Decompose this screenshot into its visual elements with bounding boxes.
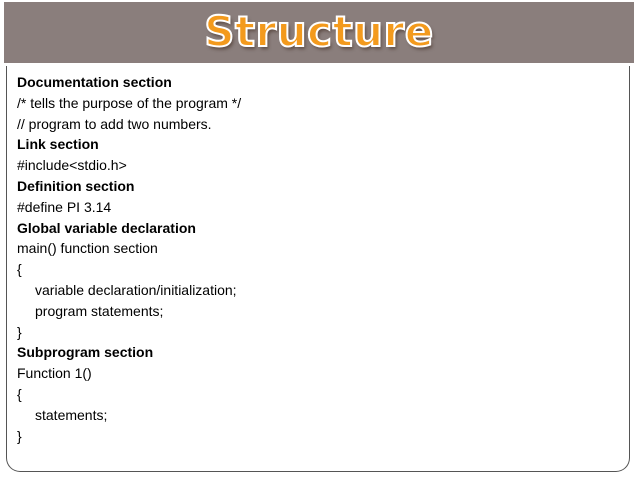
line-global-heading: Global variable declaration	[17, 219, 196, 236]
line-subprogram-heading: Subprogram section	[17, 344, 154, 361]
line-comment-purpose: /* tells the purpose of the program */	[17, 94, 242, 111]
line-var-decl: variable declaration/initialization;	[35, 281, 237, 298]
line-open-brace-2: {	[17, 385, 22, 402]
slide-title: Structure	[204, 7, 434, 56]
line-include: #include<stdio.h>	[17, 157, 127, 174]
title-bar	[4, 2, 634, 63]
line-link-heading: Link section	[17, 136, 99, 153]
line-program-statements: program statements;	[35, 302, 164, 319]
line-documentation-heading: Documentation section	[17, 74, 172, 90]
structure-lines	[17, 72, 241, 446]
line-comment-add: // program to add two numbers.	[17, 115, 212, 132]
line-main-section: main() function section	[17, 240, 158, 257]
line-function1: Function 1()	[17, 365, 92, 382]
line-definition-heading: Definition section	[17, 177, 135, 194]
line-define: #define PI 3.14	[17, 198, 112, 215]
line-close-brace-2: }	[17, 427, 22, 444]
line-close-brace: }	[17, 323, 22, 340]
line-open-brace: {	[17, 261, 22, 278]
line-statements: statements;	[35, 406, 108, 423]
